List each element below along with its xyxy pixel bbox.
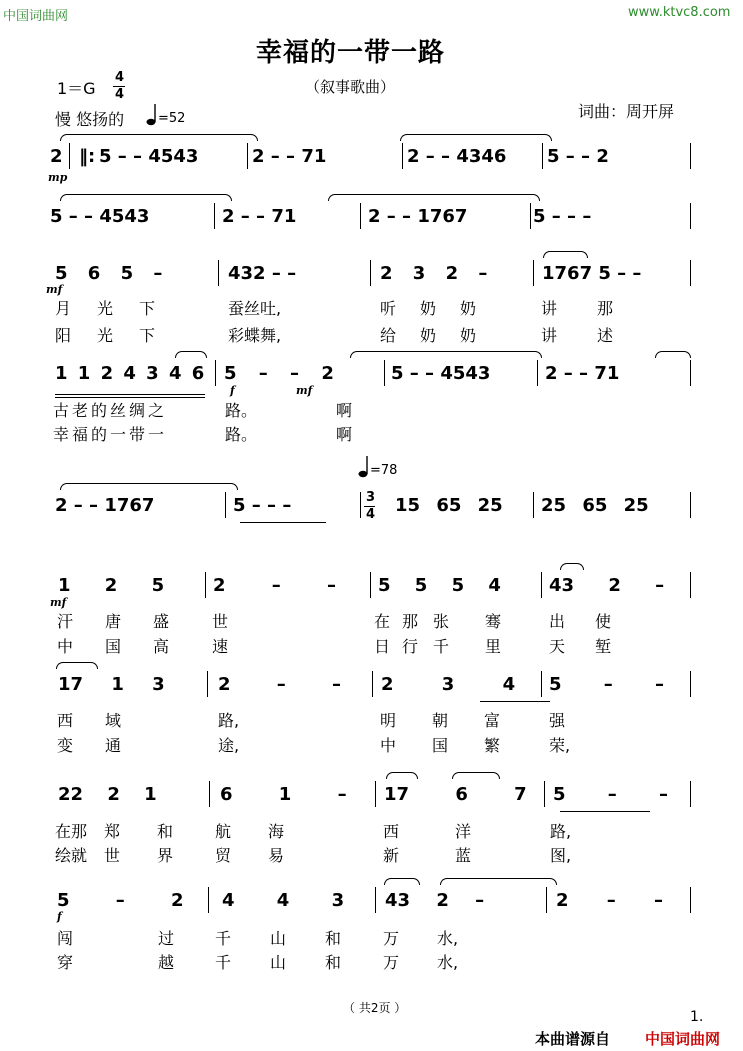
tempo-marking: 慢 悠扬的: [55, 110, 125, 129]
dynamic-mf: mf: [46, 283, 63, 296]
measure-4: 1767 5 – –: [542, 263, 642, 284]
measure-4: 2 – – 71: [545, 363, 620, 384]
time-signature-top-2: 3: [366, 490, 376, 505]
measure-4: 5 – –: [549, 674, 665, 695]
time-signature-bottom-2: 4: [366, 507, 376, 522]
measure-2: 5 – – –: [233, 495, 292, 516]
measure-1: 5 – – 4543: [99, 146, 199, 167]
site-watermark-left: 中国词曲网: [3, 9, 69, 24]
source-label: 本曲谱源自: [535, 1030, 611, 1048]
measure-4: 5 – – 2: [547, 146, 609, 167]
time-signature-bottom: 4: [115, 87, 125, 102]
measure-1: 5 – – 4543: [50, 206, 150, 227]
measure-3: 43 2 –: [385, 890, 485, 911]
measure-1: 1 1 2 4 3 4 6: [55, 363, 205, 384]
measure-3: 2 – – 1767: [368, 206, 468, 227]
measure-2: 5 – – 2: [224, 363, 334, 384]
repeat-start-icon: ‖:: [79, 146, 96, 167]
key-signature: 1＝G: [57, 79, 96, 98]
measure-2: 2 – –: [213, 575, 337, 596]
measure-1: 2 – – 1767: [55, 495, 155, 516]
tempo-value: =52: [158, 111, 186, 126]
dynamic-mp: mp: [48, 171, 68, 184]
dynamic-mf: mf: [296, 384, 313, 397]
measure-1: 5 6 5 –: [55, 263, 163, 284]
measure-3: 2 3 2 –: [380, 263, 488, 284]
measure-3: 2 3 4: [381, 674, 516, 695]
song-title: 幸福的一带一路: [256, 38, 446, 68]
song-subtitle: （叙事歌曲）: [305, 78, 396, 96]
measure-1: 17 1 3: [58, 674, 165, 695]
measure-1: 1 2 5: [58, 575, 165, 596]
credits: 词曲：周开屏: [578, 102, 675, 121]
dynamic-f: f: [57, 910, 62, 923]
measure-3: 17 6 7: [384, 784, 527, 805]
site-watermark-right: www.ktvc8.com: [628, 5, 731, 20]
measure-1: 22 2 1: [58, 784, 157, 805]
page-number: 1.: [690, 1009, 704, 1025]
quarter-note-icon: [358, 455, 370, 483]
time-signature-top: 4: [115, 70, 125, 85]
measure-1: 5 – 2: [57, 890, 184, 911]
measure-4: 43 2 –: [549, 575, 665, 596]
measure-3: 2 – – 4346: [407, 146, 507, 167]
measure-3: 5 5 5 4: [378, 575, 501, 596]
measure-2: 2 – – 71: [252, 146, 327, 167]
measure-2: 2 – –: [218, 674, 342, 695]
dynamic-mf: mf: [50, 596, 67, 609]
source-site-link[interactable]: 中国词曲网: [645, 1030, 721, 1048]
measure-2: 432 – –: [228, 263, 297, 284]
measure-2: 6 1 –: [220, 784, 347, 805]
tempo-value-2: =78: [370, 463, 398, 478]
measure-3: 5 – – 4543: [391, 363, 491, 384]
note-pickup: 2: [50, 146, 63, 167]
page-count: （ 共2页 ）: [343, 1001, 407, 1015]
quarter-note-icon: [146, 103, 158, 131]
measure-4: 25 65 25: [541, 495, 649, 516]
measure-4: 2 – –: [556, 890, 664, 911]
measure-4: 5 – – –: [533, 206, 592, 227]
measure-2: 4 4 3: [222, 890, 345, 911]
measure-3: 15 65 25: [395, 495, 503, 516]
measure-2: 2 – – 71: [222, 206, 297, 227]
dynamic-f: f: [230, 384, 235, 397]
measure-4: 5 – –: [553, 784, 669, 805]
